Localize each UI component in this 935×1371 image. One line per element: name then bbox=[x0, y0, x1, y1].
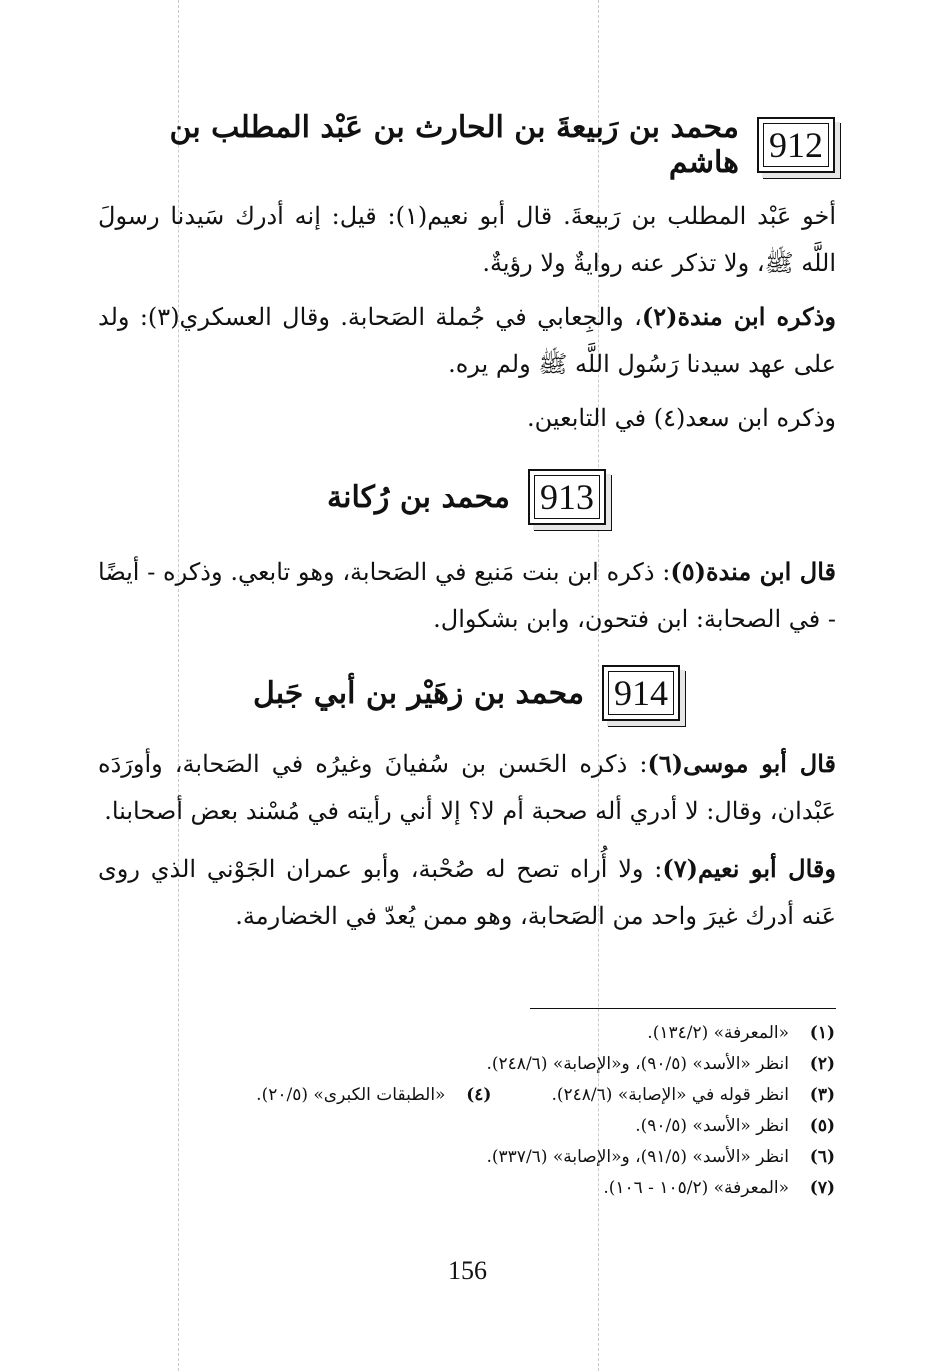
entry-title: محمد بن زهَيْر بن أبي جَبل bbox=[252, 675, 585, 711]
footnote-item: (٥) انظر «الأسد» (٩٠/٥). bbox=[635, 1116, 835, 1136]
entry-body bbox=[98, 192, 836, 442]
entry-heading bbox=[98, 658, 835, 728]
footnote-divider bbox=[530, 1008, 836, 1009]
paragraph: وقال أبو نعيم(٧): ولا أُراه تصح له صُحْبة، وأبو عمران الجَوْني الذي روى عَنه أدرك غيرَ واحد من الصَحابة، وهو ممن يُعدّ في الخضارمة. bbox=[98, 854, 836, 930]
footnote-item: (٧) «المعرفة» (١٠٥/٢ - ١٠٦). bbox=[603, 1178, 835, 1198]
footnotes bbox=[95, 1018, 835, 1204]
footnote-item: (١) «المعرفة» (١٣٤/٢). bbox=[647, 1023, 835, 1043]
footnote-item: (٦) انظر «الأسد» (٩١/٥)، و«الإصابة» (٣٣٧/٦). bbox=[486, 1147, 835, 1167]
entry-body bbox=[98, 740, 836, 940]
entry-heading bbox=[98, 462, 835, 532]
entry-title: محمد بن رَبيعةَ بن الحارث بن عَبْد المطلب بن هاشم bbox=[169, 110, 739, 180]
entry-body bbox=[98, 548, 836, 643]
footnote-item: (٣) انظر قوله في «الإصابة» (٢٤٨/٦). (٤) «الطبقات الكبرى» (٢٠/٥). bbox=[256, 1085, 835, 1105]
paragraph: قال أبو موسى(٦): ذكره الحَسن بن سُفيانَ وغيرُه في الصَحابة، وأورَدَه عَبْدان، وقال: لا أدري أله صحبة أم لا؟ إلا أني رأيته في مُسْند بعض أصحابنا. bbox=[98, 749, 837, 825]
entry-heading bbox=[98, 110, 835, 180]
footnote-item: (٢) انظر «الأسد» (٩٠/٥)، و«الإصابة» (٢٤٨/٦). bbox=[486, 1054, 835, 1074]
entry-title: محمد بن رُكانة bbox=[327, 479, 510, 515]
paragraph: قال ابن مندة(٥): ذكره ابن بنت مَنيع في الصَحابة، وهو تابعي. وذكره - أيضًا - في الصحابة: ابن فتحون، وابن بشكوال. bbox=[98, 557, 836, 633]
entry-number-badge: 912 bbox=[757, 117, 835, 173]
paragraph: أخو عَبْد المطلب بن رَبيعةَ. قال أبو نعيم(١): قيل: إنه أدرك سَيدنا رسولَ اللَّه ﷺ، ولا تذكر عنه روايةٌ ولا رؤيةٌ. bbox=[98, 202, 836, 277]
page-number: 156 bbox=[448, 1256, 487, 1285]
paragraph: وذكره ابن مندة(٢)، والجِعابي في جُملة الصَحابة. وقال العسكري(٣): ولد على عهد سيدنا رَسُول اللَّه ﷺ ولم يره. bbox=[98, 302, 836, 378]
entry-number-badge: 914 bbox=[602, 665, 680, 721]
paragraph: وذكره ابن سعد(٤) في التابعين. bbox=[527, 404, 836, 432]
entry-number-badge: 913 bbox=[528, 469, 606, 525]
